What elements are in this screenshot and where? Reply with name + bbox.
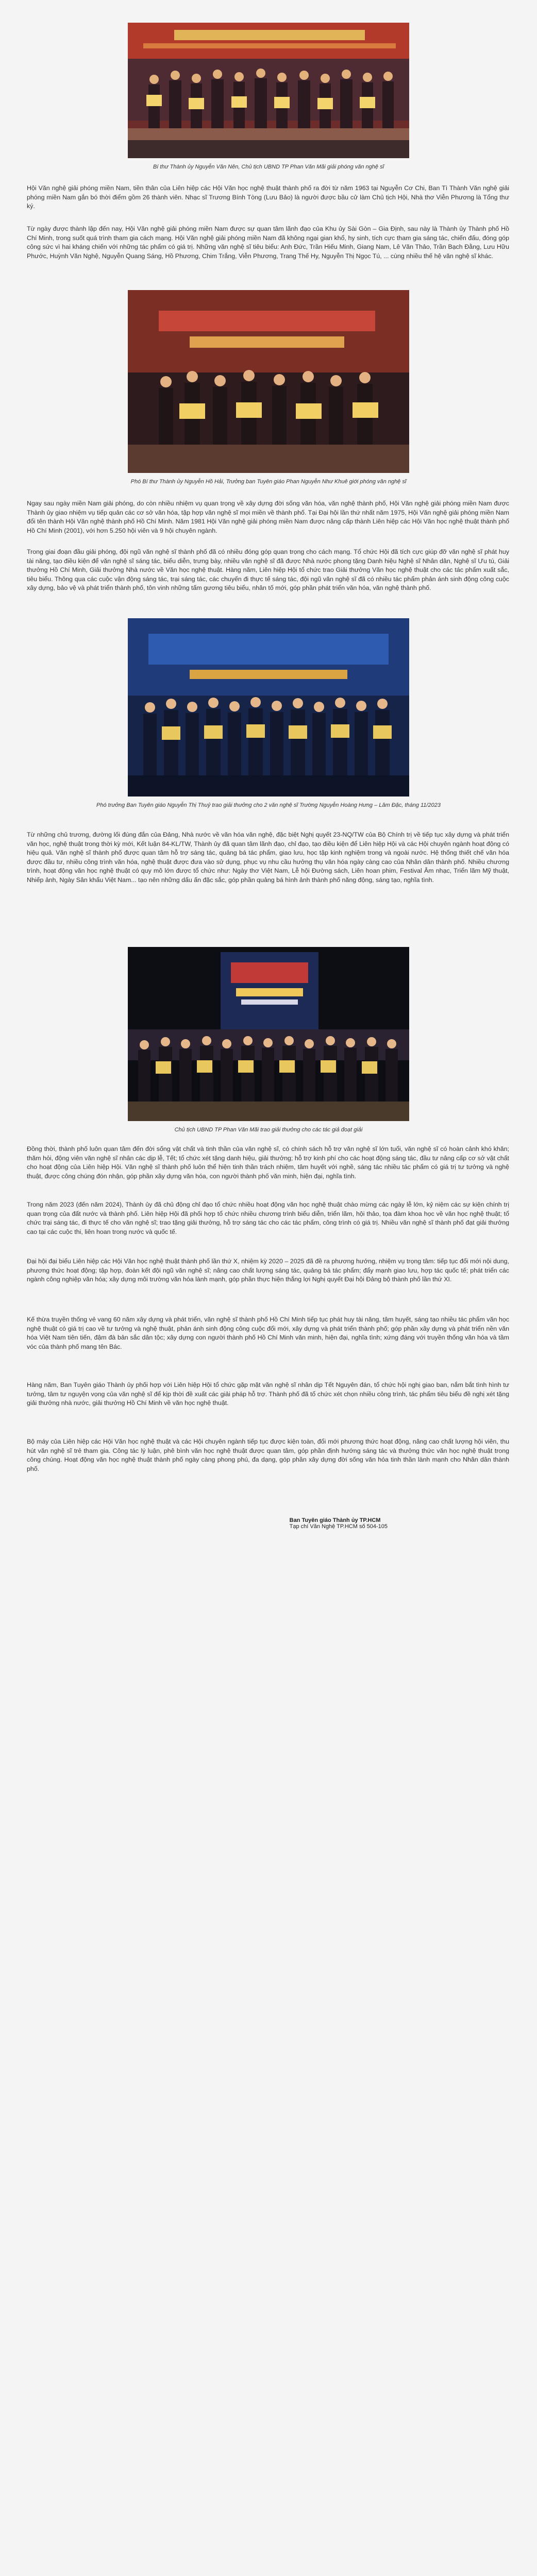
paragraph: Trong giai đoạn đầu giải phóng, đội ngũ văn nghệ sĩ thành phố đã có nhiều đóng góp quan trọng cho cách mạng. Tổ chức Hội đã tích cực giúp đỡ văn nghệ sĩ phát huy tài năng, tạo điều kiện để văn nghệ sĩ sáng tác, biểu diễn, trưng bày, nhiều văn nghệ sĩ đã được Nhà nước phong tặng Danh hiệu Nghệ sĩ Nhân dân, Nghệ sĩ Ưu tú, Giải thưởng Hồ Chí Minh, Giải thưởng Nhà nước về Văn học nghệ thuật. Hàng năm, Liên hiệp Hội tổ chức trao Giải thưởng Văn học nghệ thuật cho các tác phẩm xuất sắc, tiêu biểu. Thông qua các cuộc vận động sáng tác, trại sáng tác, các chuyến đi thực tế sáng tác, đội ngũ văn nghệ sĩ đã có nhiều tác phẩm phản ánh sinh động công cuộc xây dựng, bảo vệ và phát triển thành phố, tôn vinh những tấm gương tiêu biểu, nhân tố mới, góp phần phát triển văn hóa, văn nghệ thành phố. — [27, 548, 509, 592]
paragraph: Đại hội đại biểu Liên hiệp các Hội Văn học nghệ thuật thành phố lần thứ X, nhiệm kỳ 2020 – 2025 đã đề ra phương hướng, nhiệm vụ trọng tâm: tiếp tục đổi mới nội dung, phương thức hoạt động; tập hợp, đoàn kết đội ngũ văn nghệ sĩ; nâng cao chất lượng sáng tác, quảng bá tác phẩm; đẩy mạnh giao lưu, hợp tác quốc tế; phát triển các ngành công nghiệp văn hóa; xây dựng môi trường văn hóa lành mạnh, góp phần thực hiện thắng lợi Nghị quyết Đại hội Đảng bộ thành phố lần thứ XI. — [27, 1258, 509, 1283]
photo-award-ceremony — [128, 290, 409, 473]
paragraph: Hội Văn nghệ giải phóng miền Nam, tiền thân của Liên hiệp các Hội Văn học nghệ thuật thành phố ra đời từ năm 1963 tại Nguyễn Cơ Chi, Ban Tì Thành Văn nghệ giải phóng miền Nam gắn bó thời điểm gồm 26 thành viên. Nhạc sĩ Trương Bính Tòng (Lưu Bảo) là người được bầu cử làm Chủ tịch Hội, Nhà thơ Viễn Phương là Tổng thư ký. — [27, 184, 509, 210]
paragraph: Từ ngày được thành lập đến nay, Hội Văn nghệ giải phóng miền Nam được sự quan tâm lãnh đạo của Khu ủy Sài Gòn – Gia Định, sau này là Thành ủy Thành phố Hồ Chí Minh, trong suốt quá trình tham gia cách mạng. Hội Văn nghệ giải phóng miền Nam đã không ngại gian khổ, hy sinh, tích cực tham gia sáng tác, chiến đấu, đóng góp công sức vì hai kháng chiến với những tác phẩm có giá trị. Những văn nghệ sĩ tiêu biểu: Anh Đức, Trần Hiếu Minh, Giang Nam, Lê Văn Thảo, Trần Bạch Đằng, Lưu Hữu Phước, Huỳnh Văn Nghệ, Nguyễn Quang Sáng, Hồ Phương, Chim Trắng, Viễn Phương, Trang Thế Hy, Nguyễn Thị Ngọc Tú, ... cùng nhiều thế hệ văn nghệ sĩ khác. — [27, 225, 509, 260]
signature-source: Tạp chí Văn Nghệ TP.HCM số 504-105 — [289, 1523, 388, 1530]
paragraph: Hàng năm, Ban Tuyên giáo Thành ủy phối hợp với Liên hiệp Hội tổ chức gặp mặt văn nghệ sĩ nhân dịp Tết Nguyên đán, tổ chức hội nghị giao ban, nắm bắt tình hình tư tưởng, tâm tư nguyện vọng của văn nghệ sĩ để kịp thời đề xuất các giải pháp hỗ trợ. Thành phố đã tổ chức xét chọn nhiều công trình, tác phẩm tiêu biểu đề nghị xét tặng giải thưởng nhà nước, giải thưởng Hồ Chí Minh về văn học nghệ thuật. — [27, 1381, 509, 1407]
photo-caption: Phó trưởng Ban Tuyên giáo Nguyễn Thị Thuỷ trao giải thưởng cho 2 văn nghệ sĩ Trường Nguyễn Hoàng Hưng – Lâm Đặc, tháng 11/2023 — [96, 802, 441, 808]
paragraph: Đồng thời, thành phố luôn quan tâm đến đời sống vật chất và tinh thần của văn nghệ sĩ, có chính sách hỗ trợ văn nghệ sĩ lớn tuổi, văn nghệ sĩ có hoàn cảnh khó khăn; thăm hỏi, động viên văn nghệ sĩ nhân các dịp lễ, Tết; tổ chức xét tặng danh hiệu, giải thưởng; hỗ trợ kinh phí cho các hoạt động sáng tác, đầu tư nâng cấp cơ sở vật chất cho hoạt động của Liên hiệp Hội. Văn nghệ sĩ thành phố luôn thể hiện tinh thần trách nhiệm, tâm huyết với nghề, sáng tác nhiều tác phẩm có giá trị tư tưởng và nghệ thuật, được công chúng đón nhận, góp phần xây dựng văn hóa, con người thành phố văn minh, hiện đại, nghĩa tình. — [27, 1145, 509, 1180]
paragraph: Từ những chủ trương, đường lối đúng đắn của Đảng, Nhà nước về văn hóa văn nghệ, đặc biệt Nghị quyết 23-NQ/TW của Bộ Chính trị về tiếp tục xây dựng và phát triển văn học, nghệ thuật trong thời kỳ mới, Kết luận 84-KL/TW, Thành ủy đã quan tâm lãnh đạo, chỉ đạo, tạo điều kiện để Liên hiệp Hội và các Hội chuyên ngành hoạt động có hiệu quả. Văn nghệ sĩ thành phố được quan tâm hỗ trợ sáng tác, quảng bá tác phẩm, giao lưu, học tập kinh nghiệm trong và ngoài nước. Hệ thống thiết chế văn hóa được đầu tư, nhiều công trình văn hóa, nghệ thuật được đưa vào sử dụng, phục vụ nhu cầu hưởng thụ văn hóa ngày càng cao của Nhân dân thành phố. Nhiều chương trình, hoạt động văn học nghệ thuật có quy mô lớn được tổ chức như: Ngày thơ Việt Nam, Lễ hội Đường sách, Liên hoan phim, Festival Âm nhạc, Triển lãm Mỹ thuật, Nhiếp ảnh, Ngày Sân khấu Việt Nam... tạo nên những dấu ấn đặc sắc, góp phần quảng bá hình ảnh thành phố năng động, sáng tạo, nghĩa tình. — [27, 831, 509, 884]
signature — [290, 1517, 388, 1530]
photo-awards-stage — [128, 947, 409, 1121]
paragraph: Kế thừa truyền thống vẻ vang 60 năm xây dựng và phát triển, văn nghệ sĩ thành phố Hồ Chí Minh tiếp tục phát huy tài năng, tâm huyết, sáng tạo nhiều tác phẩm văn học nghệ thuật có giá trị cao về tư tưởng và nghệ thuật, phản ánh sinh động công cuộc đổi mới, xây dựng và phát triển thành phố; góp phần xây dựng và phát triển nền văn hóa Việt Nam tiên tiến, đậm đà bản sắc dân tộc; xây dựng con người thành phố Hồ Chí Minh văn minh, hiện đại, nghĩa tình; xứng đáng với truyền thống văn hóa và tầm vóc của thành phố mang tên Bác. — [27, 1316, 509, 1350]
photo-caption: Bí thư Thành ủy Nguyễn Văn Nên, Chủ tịch UBND TP Phan Văn Mãi giải phóng văn nghệ sĩ — [153, 164, 384, 170]
photo-caption: Chủ tịch UBND TP Phan Văn Mãi trao giải thưởng cho các tác giả đoạt giải — [174, 1127, 363, 1133]
paragraph: Bộ máy của Liên hiệp các Hội Văn học nghệ thuật và các Hội chuyên ngành tiếp tục được kiện toàn, đổi mới phương thức hoạt động, nâng cao chất lượng hội viên, thu hút văn nghệ sĩ trẻ tham gia. Công tác lý luận, phê bình văn học nghệ thuật được quan tâm, góp phần định hướng sáng tác và thưởng thức văn học nghệ thuật trong công chúng. Hoạt động văn học nghệ thuật thành phố ngày càng phong phú, đa dạng, góp phần xây dựng đời sống văn hóa tinh thần lành mạnh cho Nhân dân thành phố. — [27, 1438, 509, 1472]
photo-caption: Phó Bí thư Thành ủy Nguyễn Hồ Hải, Trưởng ban Tuyên giáo Phan Nguyễn Như Khuê giới phóng văn nghệ sĩ — [130, 479, 407, 485]
signature-author: Ban Tuyên giáo Thành ủy TP.HCM — [289, 1517, 381, 1523]
photo-group-stage — [128, 618, 409, 796]
paragraph: Ngay sau ngày miền Nam giải phóng, do còn nhiều nhiệm vụ quan trọng về xây dựng đời sống văn hóa, văn nghệ thành phố, Hội Văn nghệ giải phóng miền Nam được Thành ủy giao nhiệm vụ tiếp quản các cơ sở văn hóa, tập hợp văn nghệ sĩ mọi miền về thành phố. Tại Đại hội lần thứ nhất năm 1975, Hội Văn nghệ giải phóng miền Nam đổi tên thành Hội Văn nghệ thành phố Hồ Chí Minh. Năm 1981 Hội Văn nghệ giải phóng miền Nam được nâng cấp thành Liên hiệp các Hội Văn học nghệ thuật thành phố Hồ Chí Minh (2001), với hơn 5.250 hội viên và 9 hội chuyên ngành. — [27, 500, 509, 534]
photo-leaders-award — [128, 23, 409, 158]
paragraph: Trong năm 2023 (đến năm 2024), Thành ủy đã chủ động chỉ đạo tổ chức nhiều hoạt động văn học nghệ thuật chào mừng các ngày lễ lớn, kỷ niệm các sự kiện chính trị quan trọng của đất nước và thành phố. Liên hiệp Hội đã phối hợp tổ chức nhiều chương trình biểu diễn, triển lãm, hội thảo, tọa đàm khoa học về văn học nghệ thuật; tổ chức trại sáng tác, đi thực tế cho văn nghệ sĩ; trao tặng giải thưởng, hỗ trợ sáng tác cho các tác phẩm, công trình có giá trị. Nhiều văn nghệ sĩ thành phố đạt giải thưởng cao tại các cuộc thi, liên hoan trong nước và quốc tế. — [27, 1201, 509, 1235]
